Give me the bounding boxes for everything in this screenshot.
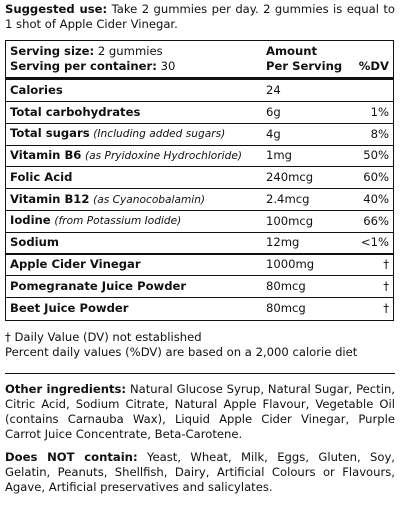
table-row: [6, 255, 393, 277]
nutrient-name-cell: [10, 192, 266, 208]
nutrient-qualifier: (as Cyanocobalamin): [93, 193, 206, 206]
nutrient-amount: 80mcg: [266, 279, 306, 294]
suggested-use-label: Suggested use:: [5, 2, 108, 16]
table-row: [6, 211, 393, 233]
nutrient-amount: 2.4mcg: [266, 191, 310, 206]
nutrient-amount: 12mg: [266, 235, 300, 250]
does-not-contain: [5, 450, 395, 496]
nutrient-amount: 80mcg: [266, 301, 306, 316]
other-ingredients-text: Natural Glucose Syrup, Natural Sugar, Pectin, Citric Acid, Sodium Citrate, Natural Apple Flavour, Vegetable Oil (contains Carnauba Wax), Liquid Apple Cider Vinegar, Purple Carrot Juice Concentrate, Beta-Carotene.: [5, 381, 395, 442]
nutrient-dv: †: [383, 257, 389, 272]
amount-header-line1: Amount: [266, 43, 318, 58]
dv-header: %DV: [358, 58, 389, 73]
nutrient-dv: †: [383, 279, 389, 294]
nutrient-name: Apple Cider Vinegar: [10, 257, 141, 272]
nutrient-name: Iodine: [10, 213, 51, 228]
nutrient-dv: †: [383, 301, 389, 316]
nutrient-amount: 24: [266, 82, 281, 97]
nutrient-name-cell: [10, 213, 266, 229]
nutrient-name-cell: [10, 257, 266, 272]
amount-header: [266, 44, 352, 75]
servings-per-container-label: Serving per container:: [10, 58, 157, 73]
nutrient-dv: <1%: [360, 235, 389, 250]
other-ingredients: [5, 382, 395, 443]
nutrition-table: [5, 40, 394, 321]
divider: [5, 373, 395, 374]
nutrient-name: Beet Juice Powder: [10, 301, 129, 316]
nutrient-name: Folic Acid: [10, 170, 73, 185]
nutrient-dv: 50%: [363, 148, 389, 163]
does-not-contain-text: Yeast, Wheat, Milk, Eggs, Gluten, Soy, Gelatin, Peanuts, Shellfish, Dairy, Artificial Colours or Flavours, Agave, Artificial preservatives and salicylates.: [5, 449, 395, 495]
serving-size-value: 2 gummies: [97, 43, 163, 58]
nutrient-name: Vitamin B6: [10, 147, 82, 162]
suggested-use-text: Take 2 gummies per day. 2 gummies is equal to 1 shot of Apple Cider Vinegar.: [5, 2, 395, 32]
amount-header-line2: Per Serving: [266, 58, 343, 73]
table-row: [6, 102, 393, 124]
nutrient-name: Sodium: [10, 235, 59, 250]
nutrient-name-cell: [10, 279, 266, 294]
nutrient-name-cell: [10, 235, 266, 250]
nutrient-name-cell: [10, 170, 266, 185]
percent-footnote: Percent daily values (%DV) are based on a 2,000 calorie diet: [5, 345, 358, 360]
table-row: [6, 146, 393, 168]
other-ingredients-label: Other ingredients:: [5, 381, 127, 396]
nutrient-name-cell: [10, 105, 266, 120]
dagger-footnote: † Daily Value (DV) not established: [5, 329, 202, 344]
nutrient-name-cell: [10, 301, 266, 316]
nutrient-qualifier: (as Pryidoxine Hydrochloride): [85, 149, 242, 162]
nutrient-dv: 66%: [363, 213, 389, 228]
table-header: [6, 41, 393, 81]
supplement-label: [5, 2, 395, 496]
nutrient-amount: 1000mg: [266, 257, 315, 272]
nutrient-dv: 60%: [363, 170, 389, 185]
table-row: [6, 189, 393, 211]
nutrient-dv: 1%: [370, 104, 389, 119]
nutrient-rows: [6, 80, 393, 320]
suggested-use: [5, 2, 395, 33]
table-row: [6, 276, 393, 298]
nutrient-name: Pomegranate Juice Powder: [10, 279, 187, 294]
nutrient-dv: 8%: [370, 126, 389, 141]
nutrient-name: Calories: [10, 82, 63, 97]
nutrient-name: Total sugars: [10, 126, 90, 141]
nutrient-name: Total carbohydrates: [10, 104, 141, 119]
nutrient-name-cell: [10, 148, 266, 164]
nutrient-amount: 6g: [266, 104, 281, 119]
nutrient-dv: 40%: [363, 191, 389, 206]
nutrient-qualifier: (Including added sugars): [93, 128, 226, 141]
nutrient-amount: 1mg: [266, 148, 293, 163]
servings-per-container-value: 30: [160, 58, 176, 73]
nutrient-amount: 100mcg: [266, 213, 314, 228]
does-not-contain-label: Does NOT contain:: [5, 449, 138, 464]
nutrient-qualifier: (from Potassium Iodide): [54, 215, 182, 228]
serving-info: [10, 44, 266, 75]
serving-size-label: Serving size:: [10, 43, 95, 58]
table-row: [6, 167, 393, 189]
footnotes: [5, 330, 395, 361]
nutrient-name-cell: [10, 126, 266, 142]
table-row: [6, 233, 393, 255]
table-row: [6, 124, 393, 146]
nutrient-name-cell: [10, 83, 266, 98]
table-row: [6, 80, 393, 102]
nutrient-name: Vitamin B12: [10, 191, 90, 206]
nutrient-amount: 4g: [266, 126, 281, 141]
nutrient-amount: 240mcg: [266, 170, 314, 185]
table-row: [6, 298, 393, 320]
